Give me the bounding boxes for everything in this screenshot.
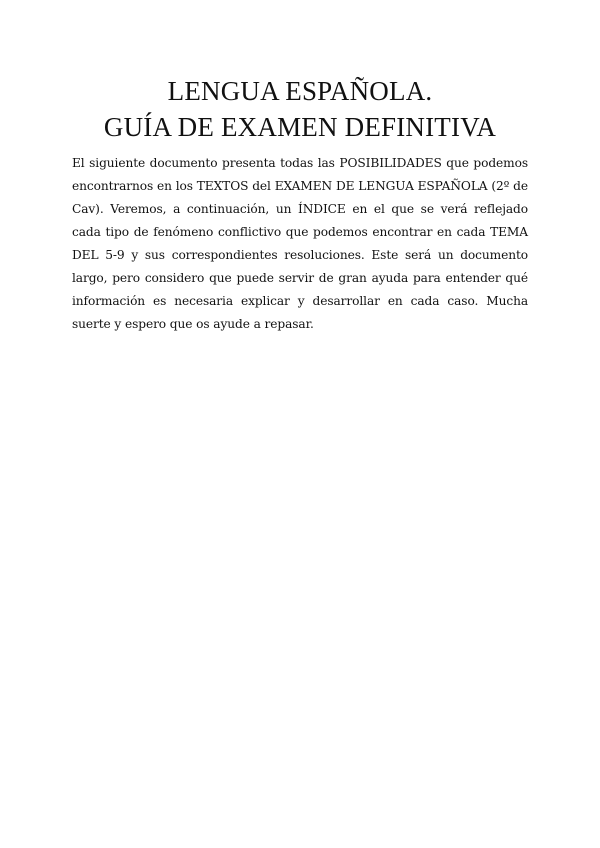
title-line-2: GUÍA DE EXAMEN DEFINITIVA bbox=[103, 112, 497, 142]
title-line-1: LENGUA ESPAÑOLA. bbox=[167, 76, 433, 106]
intro-paragraph: El siguiente documento presenta todas las POSIBILIDADES que podemos encontrarnos en los TEXTOS del EXAMEN DE LENGUA ESPAÑOLA (2º de Cav). Veremos, a continuación, un ÍNDICE en el que se verá reflejado cada tipo de fenómeno conflictivo que podemos encontrar en cada TEMA DEL 5-9 y sus correspondientes resoluciones. Este será un documento largo, pero considero que puede servir de gran ayuda para entender qué información es necesaria explicar y desarrollar en cada caso. Mucha suerte y espero que os ayude a repasar. bbox=[72, 156, 528, 331]
document-title bbox=[0, 73, 600, 145]
